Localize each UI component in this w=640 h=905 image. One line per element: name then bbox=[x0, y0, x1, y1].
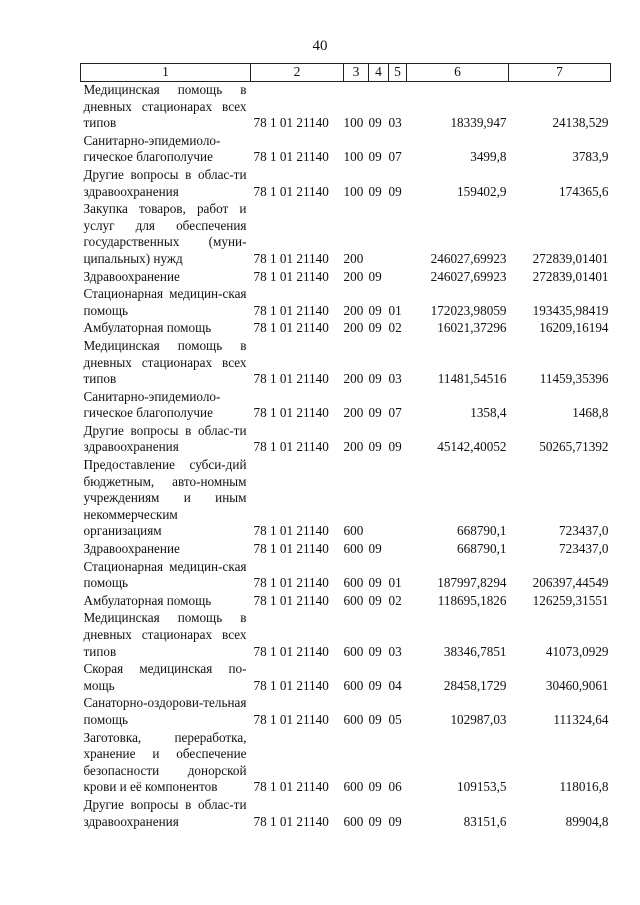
row-code: 78 1 01 21140 bbox=[253, 183, 329, 199]
row-amount-col7: 723437,0 bbox=[559, 523, 609, 539]
row-amount-col6: 187997,8294 bbox=[437, 575, 507, 591]
row-amount-col7: 111324,64 bbox=[553, 711, 609, 727]
row-section: 09 bbox=[368, 592, 382, 608]
row-amount-col6: 118695,1826 bbox=[437, 592, 507, 608]
row-section: 09 bbox=[368, 149, 382, 165]
row-code: 78 1 01 21140 bbox=[253, 592, 329, 608]
header-col-5: 5 bbox=[389, 64, 407, 82]
table-row bbox=[81, 593, 611, 611]
row-subsection: 03 bbox=[388, 115, 402, 131]
row-name: Санитарно-эпидемиоло-гическое благополучие bbox=[83, 388, 221, 421]
row-amount-col6: 246027,69923 bbox=[430, 268, 507, 284]
row-subsection: 02 bbox=[388, 592, 402, 608]
row-amount-col6: 159402,9 bbox=[457, 183, 507, 199]
row-code: 78 1 01 21140 bbox=[253, 541, 329, 557]
table-row bbox=[81, 541, 611, 559]
row-expense-type: 600 bbox=[343, 575, 364, 591]
row-expense-type: 600 bbox=[343, 813, 364, 829]
row-name: Скорая медицинская по-мощь bbox=[83, 661, 247, 693]
table-row bbox=[81, 797, 611, 831]
row-amount-col7: 11459,35396 bbox=[539, 371, 609, 387]
row-section: 09 bbox=[368, 183, 382, 199]
row-subsection: 03 bbox=[388, 643, 402, 659]
row-expense-type: 100 bbox=[343, 115, 364, 131]
row-expense-type: 600 bbox=[343, 541, 364, 557]
row-amount-col7: 24138,529 bbox=[552, 115, 609, 131]
row-code: 78 1 01 21140 bbox=[253, 711, 329, 727]
row-amount-col7: 50265,71392 bbox=[539, 439, 609, 455]
row-amount-col7: 118016,8 bbox=[559, 779, 609, 795]
row-amount-col6: 102987,03 bbox=[450, 711, 507, 727]
row-amount-col6: 38346,7851 bbox=[443, 643, 507, 659]
row-subsection bbox=[389, 457, 407, 541]
row-code: 78 1 01 21140 bbox=[253, 149, 329, 165]
table-body bbox=[81, 82, 611, 832]
row-expense-type: 600 bbox=[343, 711, 364, 727]
row-amount-col6: 45142,40052 bbox=[437, 439, 507, 455]
row-amount-col6: 11481,54516 bbox=[437, 371, 507, 387]
row-subsection: 07 bbox=[388, 405, 402, 421]
header-col-4: 4 bbox=[369, 64, 389, 82]
row-amount-col6: 1358,4 bbox=[470, 405, 507, 421]
header-col-6: 6 bbox=[407, 64, 509, 82]
header-col-2: 2 bbox=[251, 64, 344, 82]
row-subsection bbox=[389, 269, 407, 287]
row-amount-col6: 28458,1729 bbox=[443, 677, 507, 693]
row-name: Медицинская помощь в дневных стационарах всех типов bbox=[83, 337, 247, 387]
row-code: 78 1 01 21140 bbox=[253, 268, 329, 284]
table-row bbox=[81, 82, 611, 133]
row-amount-col7: 30460,9061 bbox=[545, 677, 609, 693]
row-amount-col7: 272839,01401 bbox=[532, 250, 609, 266]
row-section bbox=[369, 201, 389, 268]
row-name: Закупка товаров, работ и услуг для обеспечения государственных (муни-ципальных) нужд bbox=[83, 201, 247, 266]
row-amount-col7: 41073,0929 bbox=[545, 643, 609, 659]
row-amount-col7: 272839,01401 bbox=[532, 268, 609, 284]
row-amount-col6: 3499,8 bbox=[470, 149, 507, 165]
row-section: 09 bbox=[368, 575, 382, 591]
row-amount-col6: 83151,6 bbox=[463, 813, 507, 829]
row-subsection: 05 bbox=[388, 711, 402, 727]
row-amount-col7: 3783,9 bbox=[572, 149, 609, 165]
row-subsection: 09 bbox=[388, 813, 402, 829]
row-section: 09 bbox=[368, 268, 382, 284]
row-expense-type: 200 bbox=[343, 268, 364, 284]
row-code: 78 1 01 21140 bbox=[253, 320, 329, 336]
row-expense-type: 100 bbox=[343, 183, 364, 199]
row-subsection bbox=[389, 201, 407, 268]
row-expense-type: 200 bbox=[343, 302, 364, 318]
header-col-3: 3 bbox=[344, 64, 369, 82]
row-amount-col7: 193435,98419 bbox=[532, 302, 609, 318]
row-name: Здравоохранение bbox=[83, 268, 180, 284]
budget-table bbox=[80, 63, 611, 831]
row-name: Стационарная медицин-ская помощь bbox=[83, 286, 247, 318]
row-code: 78 1 01 21140 bbox=[253, 643, 329, 659]
table-row bbox=[81, 661, 611, 695]
row-section: 09 bbox=[368, 813, 382, 829]
row-amount-col7: 174365,6 bbox=[559, 183, 609, 199]
row-section: 09 bbox=[368, 779, 382, 795]
row-expense-type: 100 bbox=[343, 149, 364, 165]
row-code: 78 1 01 21140 bbox=[253, 250, 329, 266]
row-expense-type: 600 bbox=[343, 779, 364, 795]
row-section: 09 bbox=[368, 371, 382, 387]
row-name: Амбулаторная помощь bbox=[83, 592, 212, 608]
row-amount-col6: 172023,98059 bbox=[430, 302, 507, 318]
row-code: 78 1 01 21140 bbox=[253, 439, 329, 455]
row-name: Предоставление субси-дий бюджетным, авто-номным учреждениям и иным некоммерческим организациям bbox=[83, 457, 247, 539]
row-name: Медицинская помощь в дневных стационарах всех типов bbox=[83, 82, 247, 131]
row-name: Медицинская помощь в дневных стационарах всех типов bbox=[83, 610, 247, 659]
row-name: Стационарная медицин-ская помощь bbox=[83, 558, 247, 591]
table-row bbox=[81, 133, 611, 167]
header-col-1: 1 bbox=[81, 64, 251, 82]
row-amount-col7: 89904,8 bbox=[565, 813, 609, 829]
table-row bbox=[81, 320, 611, 338]
row-expense-type: 200 bbox=[343, 371, 364, 387]
row-code: 78 1 01 21140 bbox=[253, 677, 329, 693]
row-amount-col6: 18339,947 bbox=[450, 115, 507, 131]
row-subsection: 07 bbox=[388, 149, 402, 165]
row-amount-col6: 16021,37296 bbox=[437, 320, 507, 336]
table-row bbox=[81, 610, 611, 661]
row-expense-type: 200 bbox=[343, 320, 364, 336]
header-col-7: 7 bbox=[509, 64, 611, 82]
row-subsection: 02 bbox=[388, 320, 402, 336]
row-amount-col6: 246027,69923 bbox=[430, 250, 507, 266]
table-row bbox=[81, 338, 611, 389]
row-section: 09 bbox=[368, 302, 382, 318]
table-row bbox=[81, 286, 611, 320]
row-amount-col6: 109153,5 bbox=[457, 779, 507, 795]
row-code: 78 1 01 21140 bbox=[253, 115, 329, 131]
row-section: 09 bbox=[368, 439, 382, 455]
row-name: Другие вопросы в облас-ти здравоохранения bbox=[83, 166, 247, 199]
row-subsection: 09 bbox=[388, 439, 402, 455]
row-expense-type: 200 bbox=[343, 405, 364, 421]
table-row bbox=[81, 389, 611, 423]
row-section: 09 bbox=[368, 405, 382, 421]
table-row bbox=[81, 457, 611, 541]
table-row bbox=[81, 269, 611, 287]
row-name: Санитарно-эпидемиоло-гическое благополучие bbox=[83, 132, 221, 165]
table-row bbox=[81, 730, 611, 797]
row-code: 78 1 01 21140 bbox=[253, 779, 329, 795]
header-row bbox=[81, 64, 611, 82]
row-amount-col7: 206397,44549 bbox=[532, 575, 609, 591]
page-number: 40 bbox=[312, 38, 328, 54]
row-subsection: 09 bbox=[388, 183, 402, 199]
table-row bbox=[81, 423, 611, 457]
row-subsection: 03 bbox=[388, 371, 402, 387]
row-expense-type: 600 bbox=[343, 643, 364, 659]
row-code: 78 1 01 21140 bbox=[253, 575, 329, 591]
row-amount-col6: 668790,1 bbox=[457, 541, 507, 557]
row-name: Другие вопросы в облас-ти здравоохранения bbox=[83, 422, 247, 455]
row-code: 78 1 01 21140 bbox=[253, 302, 329, 318]
row-name: Другие вопросы в облас-ти здравоохранения bbox=[83, 796, 247, 829]
row-name: Здравоохранение bbox=[83, 541, 180, 557]
row-amount-col7: 723437,0 bbox=[559, 541, 609, 557]
row-section bbox=[369, 457, 389, 541]
row-code: 78 1 01 21140 bbox=[253, 523, 329, 539]
row-section: 09 bbox=[368, 677, 382, 693]
row-code: 78 1 01 21140 bbox=[253, 813, 329, 829]
row-expense-type: 600 bbox=[343, 677, 364, 693]
row-name: Санаторно-оздорови-тельная помощь bbox=[83, 695, 247, 727]
row-section: 09 bbox=[368, 643, 382, 659]
row-subsection: 06 bbox=[388, 779, 402, 795]
row-subsection: 01 bbox=[388, 575, 402, 591]
row-amount-col7: 126259,31551 bbox=[532, 592, 609, 608]
row-section: 09 bbox=[368, 115, 382, 131]
row-subsection: 01 bbox=[388, 302, 402, 318]
row-subsection bbox=[389, 541, 407, 559]
table-row bbox=[81, 695, 611, 729]
row-amount-col7: 1468,8 bbox=[572, 405, 609, 421]
table-row bbox=[81, 167, 611, 201]
row-amount-col6: 668790,1 bbox=[457, 523, 507, 539]
row-name: Амбулаторная помощь bbox=[83, 320, 212, 336]
table-header bbox=[81, 64, 611, 82]
row-subsection: 04 bbox=[388, 677, 402, 693]
table-row bbox=[81, 559, 611, 593]
row-section: 09 bbox=[368, 541, 382, 557]
row-section: 09 bbox=[368, 320, 382, 336]
row-expense-type: 600 bbox=[343, 523, 364, 539]
table-row bbox=[81, 201, 611, 268]
row-expense-type: 200 bbox=[343, 439, 364, 455]
row-expense-type: 200 bbox=[343, 250, 364, 266]
row-code: 78 1 01 21140 bbox=[253, 405, 329, 421]
row-code: 78 1 01 21140 bbox=[253, 371, 329, 387]
row-amount-col7: 16209,16194 bbox=[539, 320, 609, 336]
row-expense-type: 600 bbox=[343, 592, 364, 608]
row-section: 09 bbox=[368, 711, 382, 727]
row-name: Заготовка, переработка, хранение и обеспечение безопасности донорской крови и её компонентов bbox=[83, 729, 247, 795]
